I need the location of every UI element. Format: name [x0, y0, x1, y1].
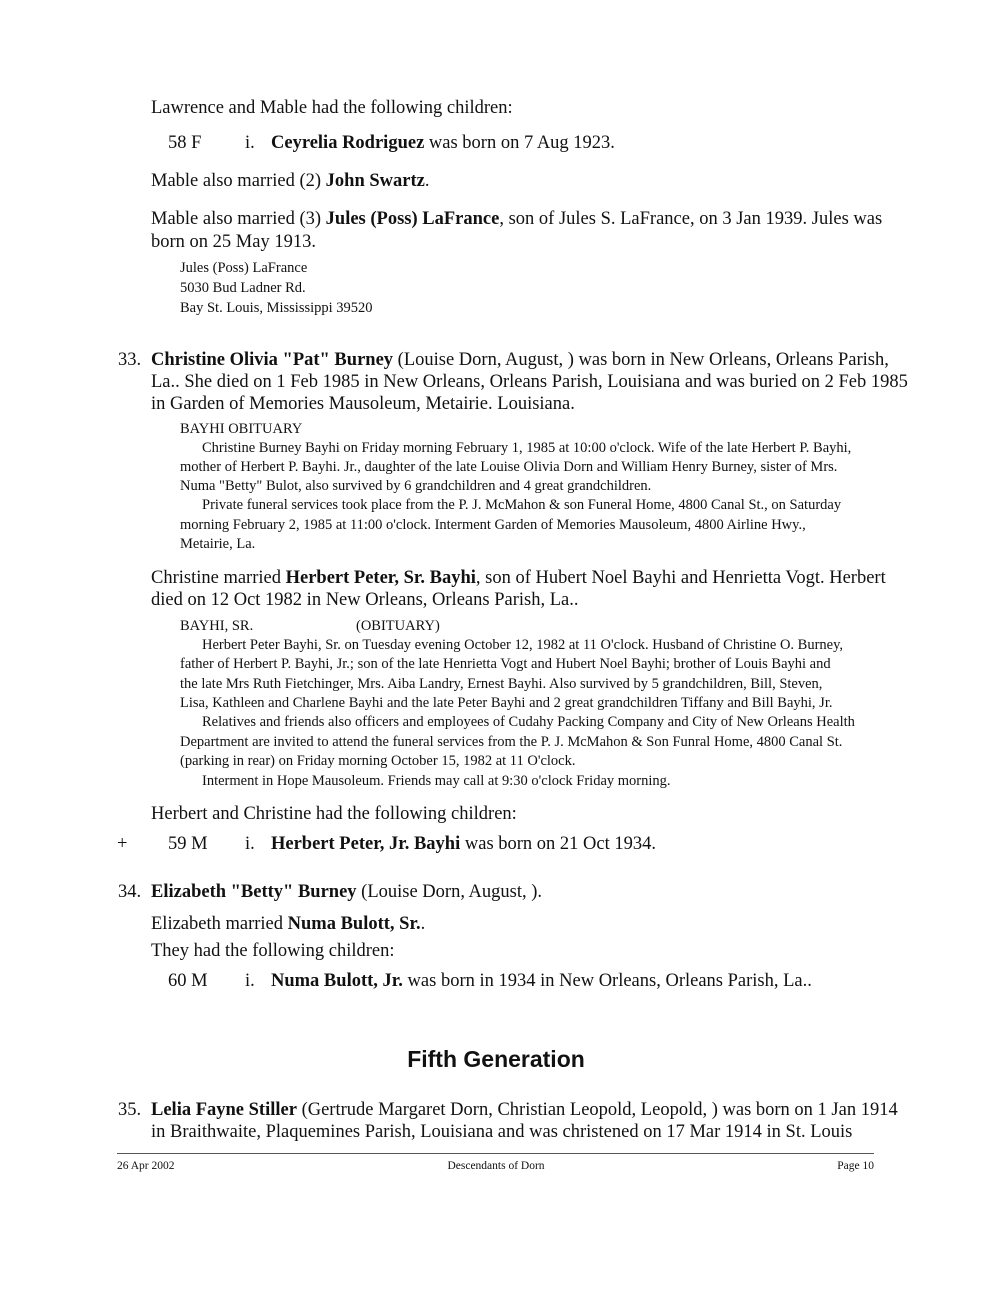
- entry-text: (Louise Dorn, August, ).: [356, 882, 543, 902]
- obituary-line: Lisa, Kathleen and Charlene Bayhi and the late Peter Bayhi and 2 great grandchildren Tiffany and Bill Bayhi, Jr.: [180, 695, 833, 711]
- marriage-text: .: [420, 914, 426, 934]
- address-line: Bay St. Louis, Mississippi 39520: [180, 300, 373, 316]
- footer-page-number: Page 10: [837, 1160, 874, 1172]
- entry-line: in Braithwaite, Plaquemines Parish, Louisiana and was christened on 17 Mar 1914 in St. Louis: [151, 1122, 853, 1142]
- person-name: Christine Olivia "Pat" Burney: [151, 350, 394, 370]
- obituary-line: morning February 2, 1985 at 11:00 o'clock. Interment Garden of Memories Mausoleum, 4800 Airline Hwy.,: [180, 517, 806, 533]
- child-number: 58 F: [168, 133, 202, 153]
- entry-number: 33.: [118, 350, 142, 370]
- entry-line: [151, 881, 542, 903]
- marriage-line: [151, 170, 429, 192]
- child-name: Numa Bulott, Jr.: [271, 971, 403, 991]
- person-name: Lelia Fayne Stiller: [151, 1100, 297, 1120]
- descendant-marker: +: [117, 834, 128, 854]
- obituary-line: father of Herbert P. Bayhi, Jr.; son of the late Henrietta Vogt and Hubert Noel Bayhi; brother of Louis Bayhi and: [180, 656, 831, 672]
- child-number: 60 M: [168, 971, 208, 991]
- entry-line: [151, 349, 889, 371]
- address-line: 5030 Bud Ladner Rd.: [180, 280, 306, 296]
- marriage-text: , son of Hubert Noel Bayhi and Henrietta Vogt. Herbert: [475, 568, 886, 588]
- obituary-line: (parking in rear) on Friday morning October 15, 1982 at 11 O'clock.: [180, 753, 576, 769]
- obituary-title: BAYHI OBITUARY: [180, 421, 303, 437]
- footer-divider: [117, 1153, 874, 1154]
- marriage-text: , son of Jules S. LaFrance, on 3 Jan 1939. Jules was: [499, 209, 883, 229]
- child-detail: was born on 7 Aug 1923.: [424, 133, 615, 153]
- children-intro: Herbert and Christine had the following children:: [151, 804, 517, 824]
- entry-line: in Garden of Memories Mausoleum, Metairie. Louisiana.: [151, 394, 575, 414]
- children-intro: They had the following children:: [151, 941, 395, 961]
- spouse-name: John Swartz: [325, 171, 425, 191]
- entry-line: [151, 1099, 898, 1121]
- child-roman: i.: [245, 971, 255, 991]
- obituary-line: Numa "Betty" Bulot, also survived by 6 grandchildren and 4 great grandchildren.: [180, 478, 652, 494]
- spouse-name: Herbert Peter, Sr. Bayhi: [285, 568, 476, 588]
- address-line: Jules (Poss) LaFrance: [180, 260, 308, 276]
- entry-text: (Louise Dorn, August, ) was born in New Orleans, Orleans Parish,: [393, 350, 889, 370]
- obituary-line: Department are invited to attend the funeral services from the P. J. McMahon & Son Funral Home, 4800 Canal St.: [180, 734, 843, 750]
- marriage-line: [151, 913, 425, 935]
- footer-date: 26 Apr 2002: [117, 1160, 175, 1172]
- entry-number: 35.: [118, 1100, 142, 1120]
- child-detail: was born in 1934 in New Orleans, Orleans Parish, La..: [402, 971, 812, 991]
- child-entry: [271, 833, 656, 855]
- obituary-line: Private funeral services took place from the P. J. McMahon & son Funeral Home, 4800 Canal St., on Saturday: [202, 497, 842, 513]
- marriage-text: .: [424, 171, 430, 191]
- obituary-line: Relatives and friends also officers and employees of Cudahy Packing Company and City of New Orleans Health: [202, 714, 855, 730]
- entry-text: (Gertrude Margaret Dorn, Christian Leopold, Leopold, ) was born on 1 Jan 1914: [296, 1100, 898, 1120]
- marriage-text: Mable also married (3): [151, 209, 326, 229]
- obituary-line: the late Mrs Ruth Fietchinger, Mrs. Aiba Landry, Ernest Bayhi. Also survived by 5 grandchildren, Bill, Steven,: [180, 676, 823, 692]
- entry-line: La.. She died on 1 Feb 1985 in New Orleans, Orleans Parish, Louisiana and was buried on 2 Feb 1985: [151, 372, 908, 392]
- obituary-line: mother of Herbert P. Bayhi. Jr., daughter of the late Louise Olivia Dorn and William Henry Burney, sister of Mrs.: [180, 459, 838, 475]
- child-entry: [271, 132, 615, 154]
- marriage-line: [151, 208, 882, 230]
- marriage-text: Christine married: [151, 568, 286, 588]
- children-intro: Lawrence and Mable had the following children:: [151, 98, 513, 118]
- child-name: Herbert Peter, Jr. Bayhi: [271, 834, 461, 854]
- marriage-text: Elizabeth married: [151, 914, 288, 934]
- spouse-name: Jules (Poss) LaFrance: [325, 209, 500, 229]
- marriage-line-2: died on 12 Oct 1982 in New Orleans, Orleans Parish, La..: [151, 590, 579, 610]
- obituary-line: Metairie, La.: [180, 536, 256, 552]
- marriage-text: Mable also married (2): [151, 171, 326, 191]
- obituary-line: Christine Burney Bayhi on Friday morning February 1, 1985 at 10:00 o'clock. Wife of the late Herbert P. Bayhi,: [202, 440, 852, 456]
- spouse-name: Numa Bulott, Sr.: [287, 914, 421, 934]
- child-name: Ceyrelia Rodriguez: [271, 133, 425, 153]
- generation-heading: Fifth Generation: [407, 1046, 585, 1072]
- person-name: Elizabeth "Betty" Burney: [151, 882, 357, 902]
- obituary-title: BAYHI, SR.: [180, 618, 254, 634]
- child-roman: i.: [245, 834, 255, 854]
- obituary-title: (OBITUARY): [356, 618, 440, 634]
- footer-title: Descendants of Dorn: [447, 1160, 545, 1172]
- child-number: 59 M: [168, 834, 208, 854]
- obituary-line: Herbert Peter Bayhi, Sr. on Tuesday evening October 12, 1982 at 11 O'clock. Husband of Christine O. Burney,: [202, 637, 844, 653]
- marriage-line-2: born on 25 May 1913.: [151, 232, 316, 252]
- obituary-line: Interment in Hope Mausoleum. Friends may call at 9:30 o'clock Friday morning.: [202, 773, 671, 789]
- child-entry: [271, 970, 812, 992]
- marriage-line: [151, 567, 886, 589]
- child-roman: i.: [245, 133, 255, 153]
- child-detail: was born on 21 Oct 1934.: [460, 834, 657, 854]
- entry-number: 34.: [118, 882, 142, 902]
